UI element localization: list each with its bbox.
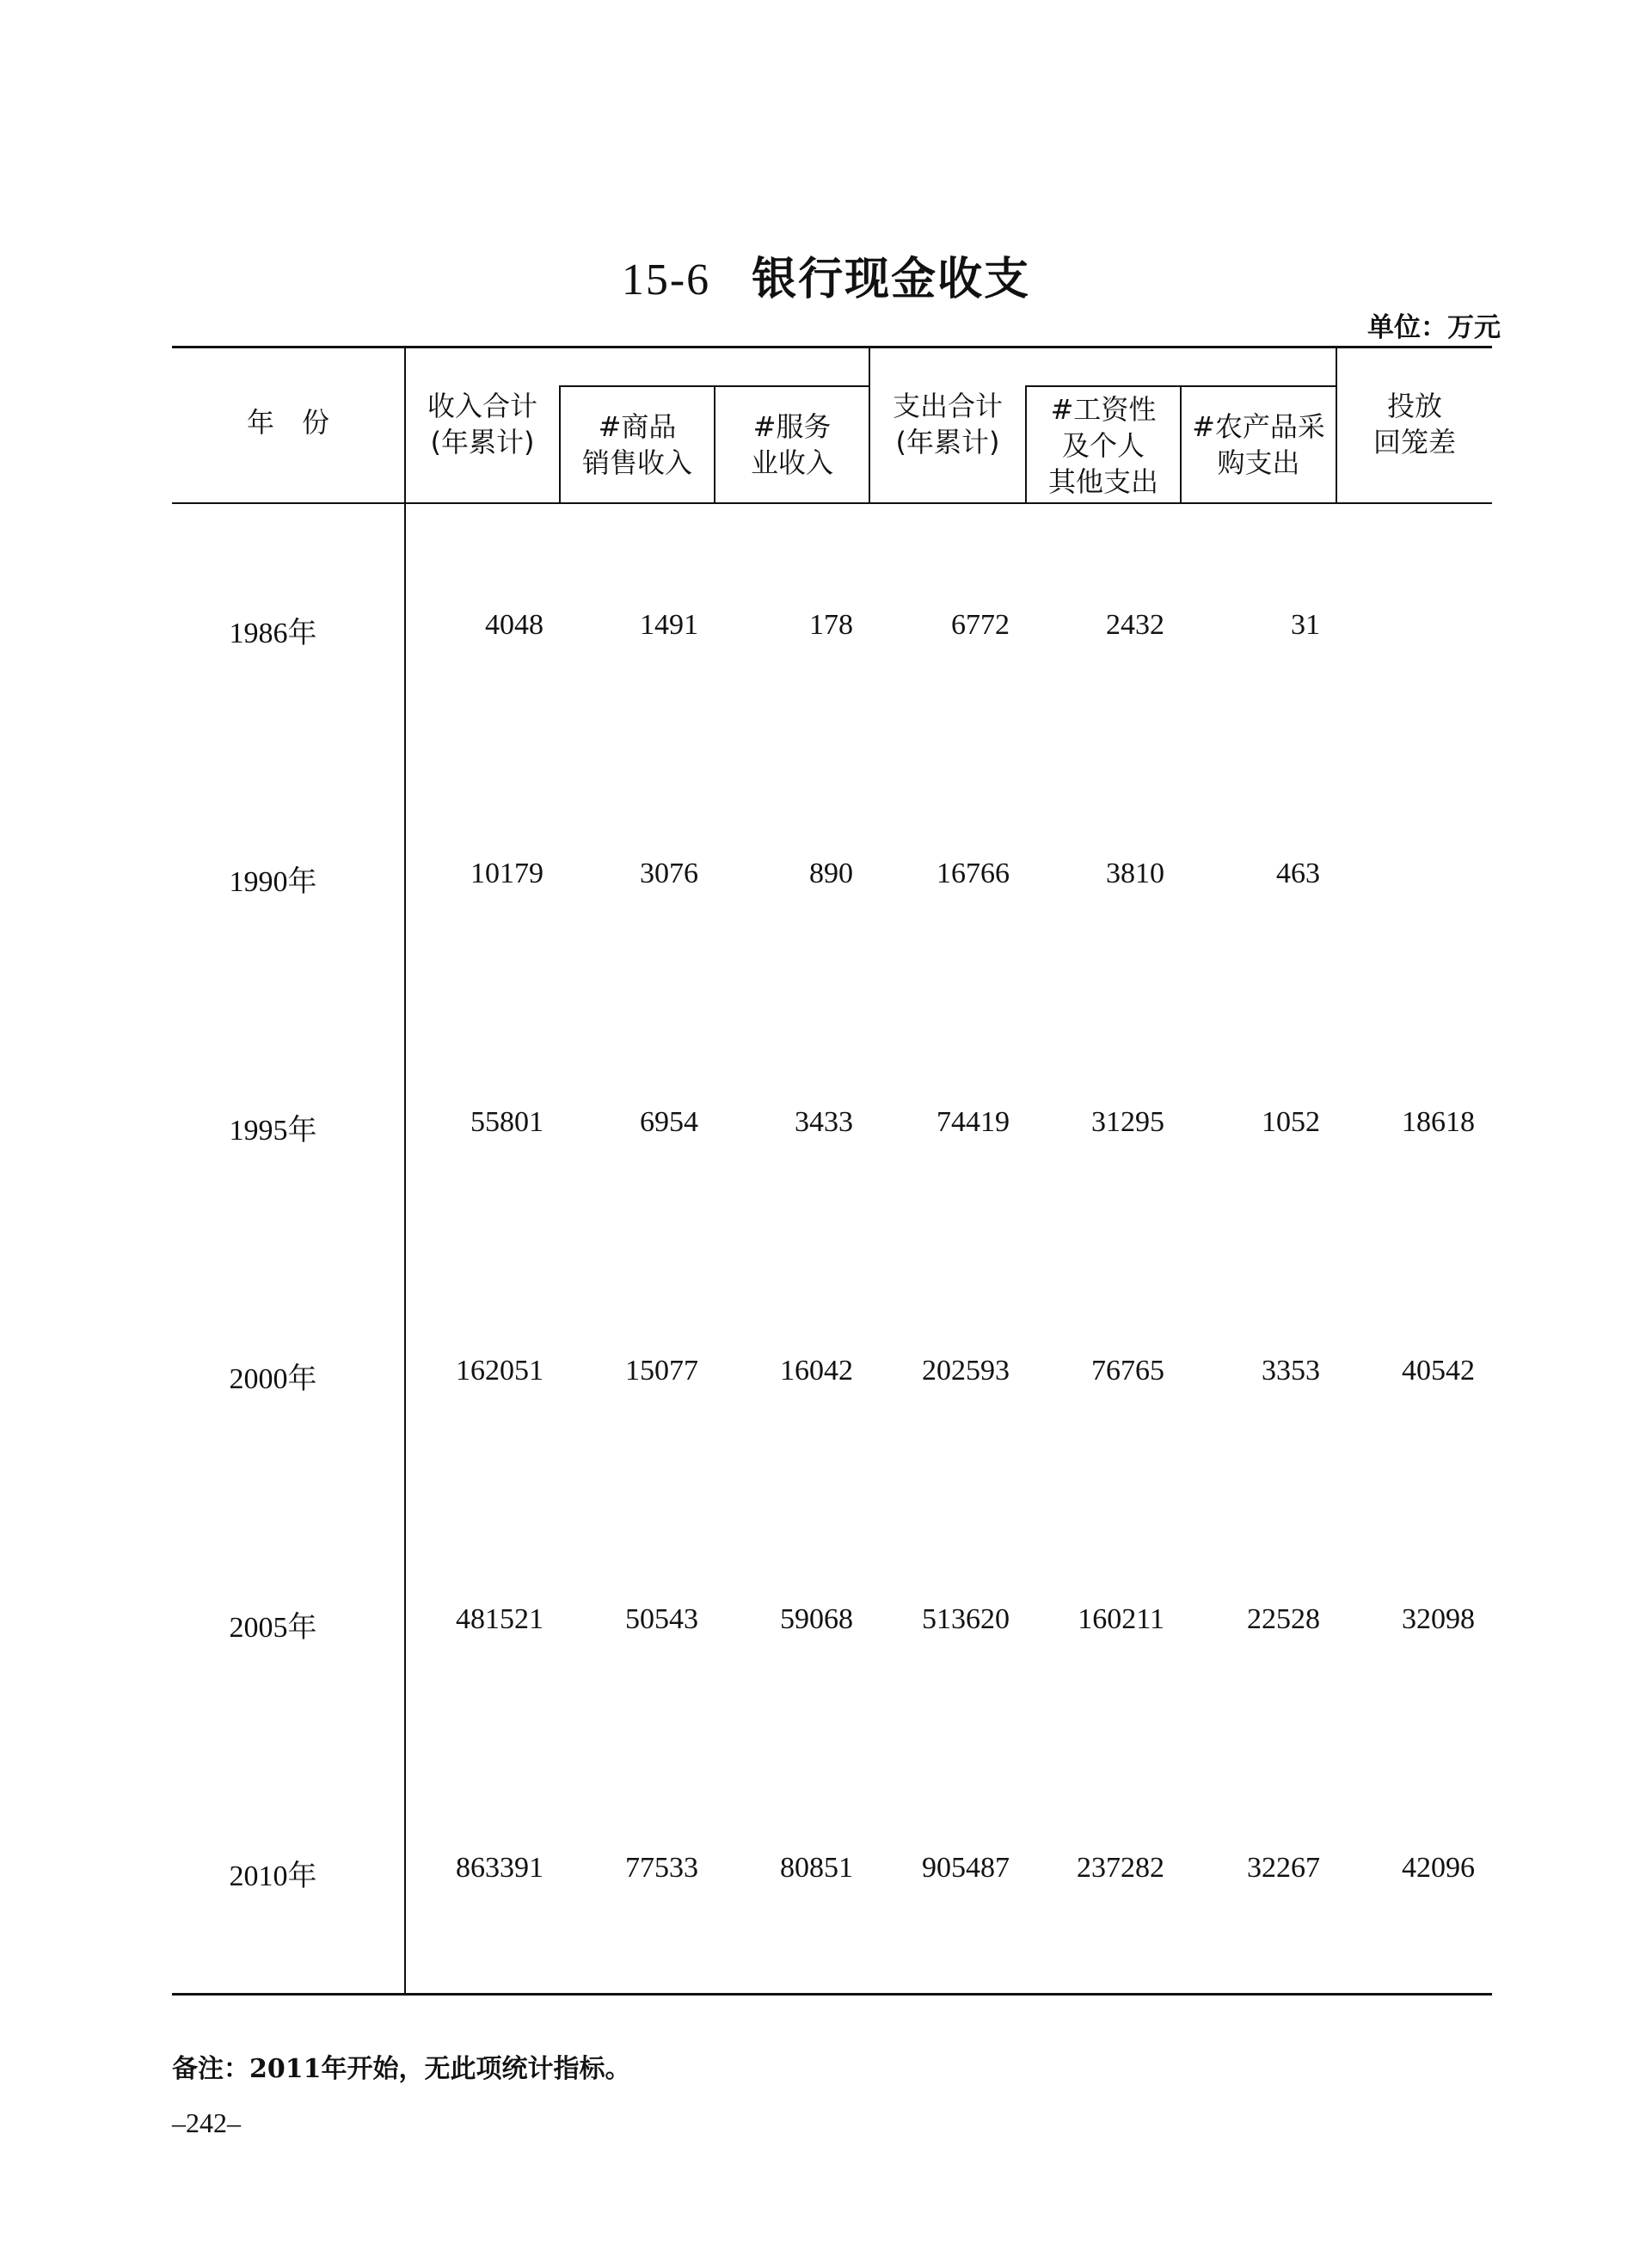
table-cell: 77533 — [625, 1852, 698, 1884]
header-text: #服务 业收入 — [750, 410, 833, 479]
table-cell: 3433 — [795, 1106, 853, 1138]
table-top-rule — [172, 346, 1492, 348]
table-cell: 160211 — [1078, 1603, 1164, 1635]
table-cell: 22528 — [1247, 1603, 1320, 1635]
header-service — [715, 409, 869, 481]
header-diff — [1337, 388, 1492, 460]
row-year: 1986年 — [229, 618, 317, 649]
table-bottom-rule — [172, 1993, 1492, 1996]
header-wages — [1027, 391, 1180, 500]
header-text: #商品 销售收入 — [581, 410, 692, 479]
table-cell: 55801 — [470, 1106, 544, 1138]
table-cell: 202593 — [922, 1355, 1010, 1387]
row-year: 2010年 — [229, 1860, 317, 1892]
table-cell: 1052 — [1262, 1106, 1320, 1138]
table-cell: 59068 — [780, 1603, 853, 1635]
table-cell: 3810 — [1106, 858, 1164, 889]
page-title — [0, 243, 1652, 307]
table-cell: 4048 — [485, 609, 544, 641]
header-goods-sales — [561, 409, 714, 481]
row-year: 2005年 — [229, 1612, 317, 1644]
row-year: 1995年 — [229, 1115, 317, 1147]
table-cell: 16766 — [937, 858, 1010, 889]
table-cell: 76765 — [1091, 1355, 1164, 1387]
header-text: 支出合计 (年累计) — [892, 390, 1003, 458]
header-text: #农产品采 购支出 — [1192, 410, 1325, 479]
row-year: 2000年 — [229, 1363, 317, 1395]
header-year: 年 份 — [246, 406, 329, 439]
table-cell: 905487 — [922, 1852, 1010, 1884]
header-bottom-rule — [172, 502, 1492, 504]
table-cell: 890 — [809, 858, 853, 889]
table-cell: 513620 — [922, 1603, 1010, 1635]
table-cell: 42096 — [1402, 1852, 1475, 1884]
table-cell: 481521 — [456, 1603, 544, 1635]
table-number: 15-6 — [621, 255, 711, 304]
table-title: 银行现金收支 — [752, 253, 1031, 305]
table-cell: 74419 — [937, 1106, 1010, 1138]
header-expense-total — [870, 388, 1025, 460]
header-income-total — [406, 388, 559, 460]
stub-divider — [404, 347, 406, 1993]
header-text: 投放 回笼差 — [1373, 390, 1456, 458]
table-cell: 10179 — [470, 858, 544, 889]
table-cell: 40542 — [1402, 1355, 1475, 1387]
table-cell: 863391 — [456, 1852, 544, 1884]
table-cell: 16042 — [780, 1355, 853, 1387]
header-text: 收入合计 (年累计) — [427, 390, 537, 458]
table-cell: 31295 — [1091, 1106, 1164, 1138]
table-cell: 178 — [809, 609, 853, 641]
row-year: 1990年 — [229, 866, 317, 898]
table-cell: 31 — [1291, 609, 1320, 641]
page-number: –242– — [172, 2107, 241, 2138]
table-cell: 3076 — [640, 858, 698, 889]
unit-label: 单位：万元 — [1367, 312, 1501, 343]
table-cell: 18618 — [1402, 1106, 1475, 1138]
table-cell: 32098 — [1402, 1603, 1475, 1635]
table-cell: 162051 — [456, 1355, 544, 1387]
table-cell: 6954 — [640, 1106, 698, 1138]
footnote: 备注：2011年开始，无此项统计指标。 — [172, 2054, 631, 2084]
header-agri — [1182, 409, 1336, 481]
table-cell: 15077 — [625, 1355, 698, 1387]
table-cell: 6772 — [951, 609, 1010, 641]
header-text: #工资性 及个人 其他支出 — [1047, 393, 1158, 498]
table-cell: 50543 — [625, 1603, 698, 1635]
table-cell: 463 — [1276, 858, 1320, 889]
table-cell: 237282 — [1077, 1852, 1164, 1884]
table-cell: 1491 — [640, 609, 698, 641]
table-cell: 2432 — [1106, 609, 1164, 641]
table-cell: 3353 — [1262, 1355, 1320, 1387]
table-cell: 32267 — [1247, 1852, 1320, 1884]
table-cell: 80851 — [780, 1852, 853, 1884]
